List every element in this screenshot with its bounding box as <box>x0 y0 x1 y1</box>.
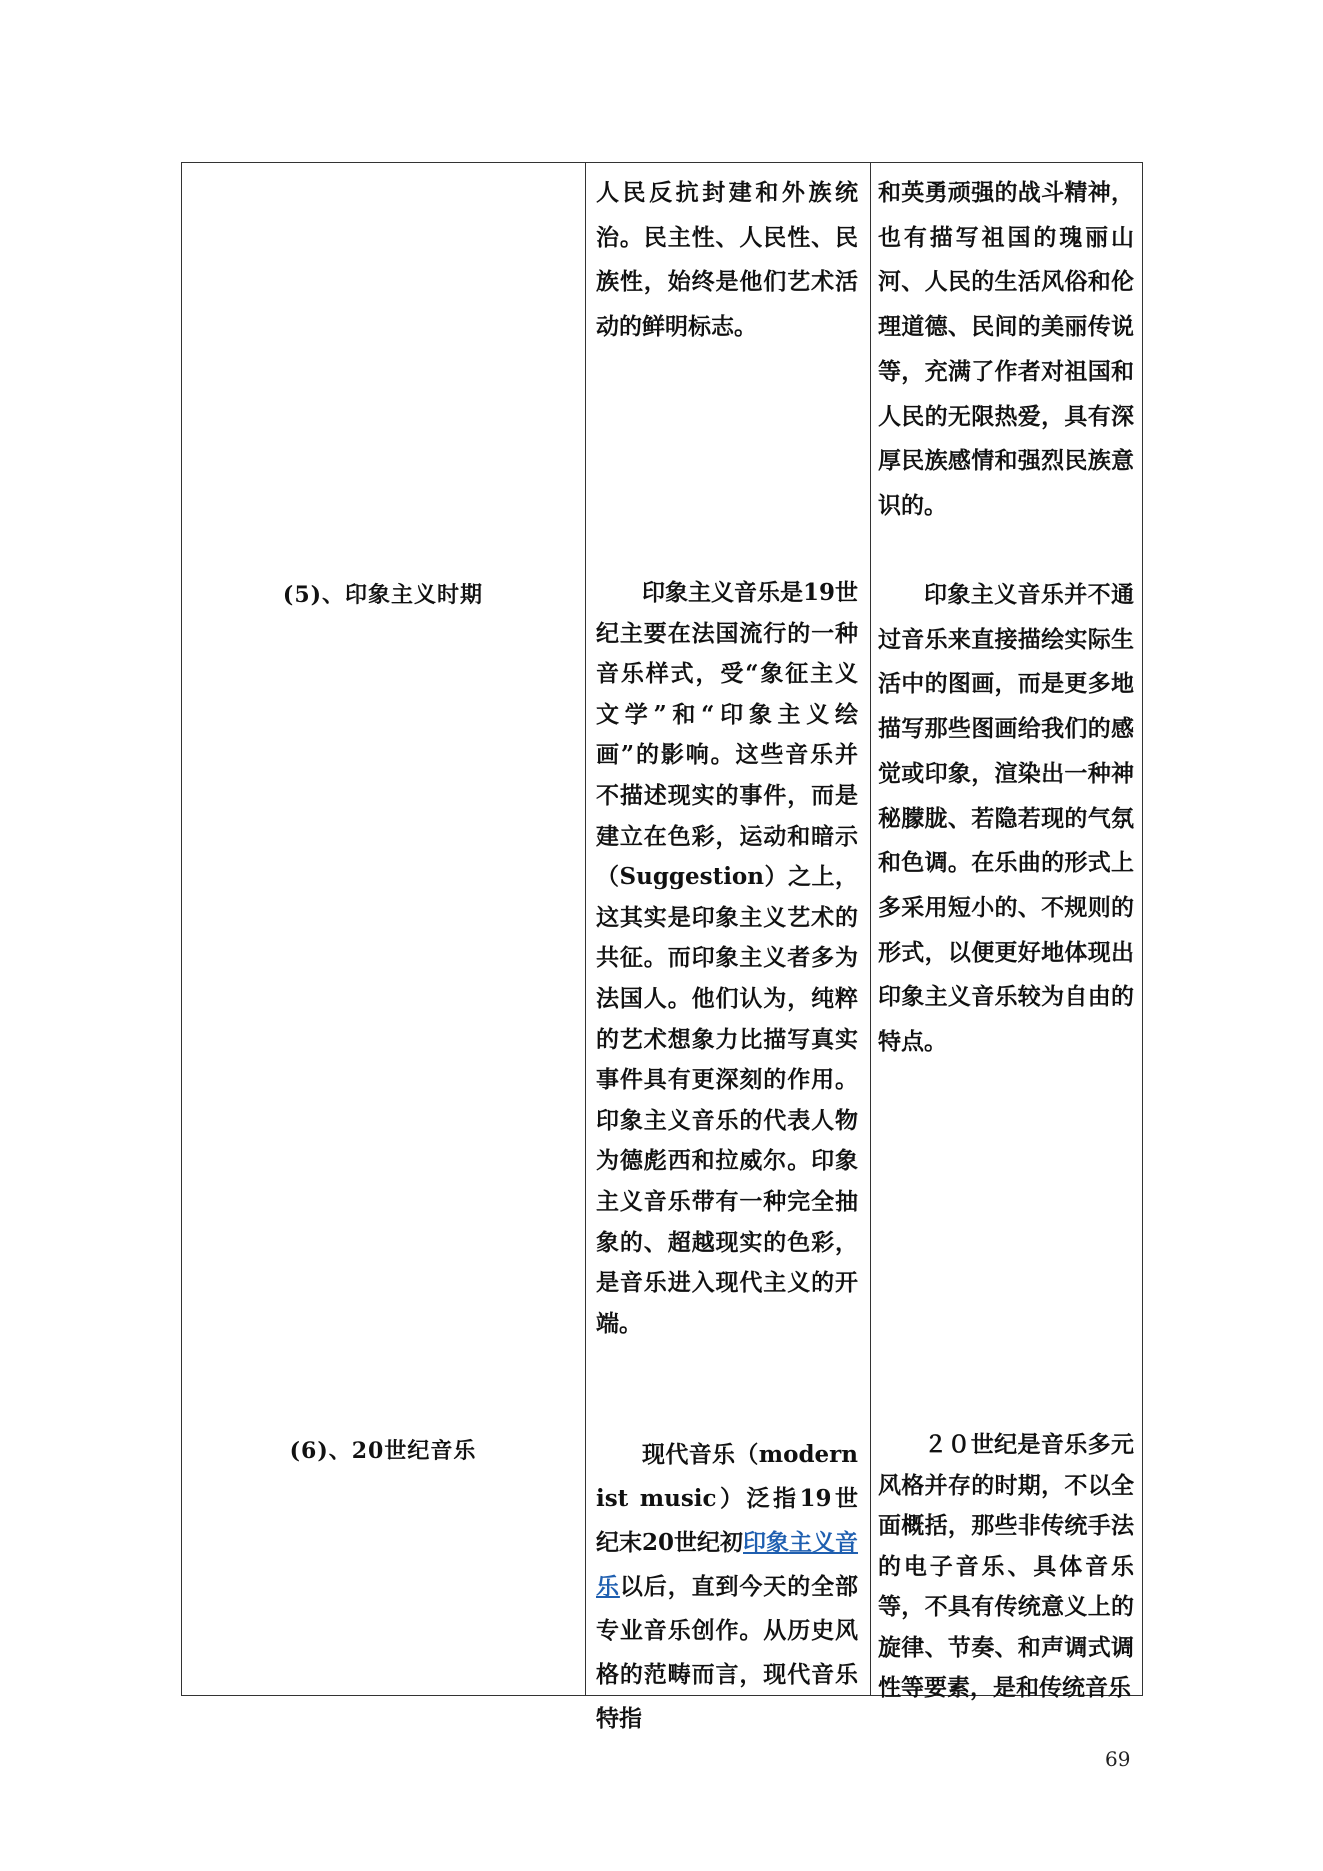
row1-description: 人民反抗封建和外族统治。民主性、人民性、民族性，始终是他们艺术活动的鲜明标志。 <box>596 179 858 341</box>
row3-description <box>596 1433 858 1741</box>
row3-text-after: 以后，直到今天的全部专业音乐创作。从历史风格的范畴而言，现代音乐特指 <box>596 1573 859 1732</box>
period-label-20th-century: (6)、20世纪音乐 <box>289 1438 477 1464</box>
period-label-impressionism: (5)、印象主义时期 <box>282 582 484 608</box>
row2-description: 印象主义音乐是19世纪主要在法国流行的一种音乐样式，受“象征主义文学”和“印象主义绘画”的影响。这些音乐并不描述现实的事件，而是建立在色彩，运动和暗示（Suggestion）之上，这其实是印象主义艺术的共征。而印象主义者多为法国人。他们认为，纯粹的艺术想象力比描写真实事件具有更深刻的作用。印象主义音乐的代表人物为德彪西和拉威尔。印象主义音乐带有一种完全抽象的、超越现实的色彩，是音乐进入现代主义的开端。 <box>596 579 859 1337</box>
column-divider-1 <box>585 163 586 1695</box>
impressionism-music-link[interactable]: 印象主义音乐 <box>596 1529 859 1600</box>
row3-characteristics: ２０世纪是音乐多元风格并存的时期，不以全面概括，那些非传统手法的电子音乐、具体音乐等，不具有传统意义上的旋律、节奏、和声调式调性等要素，是和传统音乐 <box>878 1431 1134 1701</box>
column-divider-2 <box>870 163 871 1695</box>
content-table <box>181 162 1143 1732</box>
row1-characteristics: 和英勇顽强的战斗精神，也有描写祖国的瑰丽山河、人民的生活风俗和伦理道德、民间的美丽传说等，充满了作者对祖国和人民的无限热爱，具有深厚民族感情和强烈民族意识的。 <box>878 179 1134 519</box>
page-number: 69 <box>1105 1747 1131 1771</box>
row2-characteristics: 印象主义音乐并不通过音乐来直接描绘实际生活中的图画，而是更多地描写那些图画给我们的感觉或印象，渲染出一种神秘朦胧、若隐若现的气氛和色调。在乐曲的形式上多采用短小的、不规则的形式，以便更好地体现出印象主义音乐较为自由的特点。 <box>878 581 1134 1056</box>
row3-text-before: 现代音乐（modernist music）泛指19世纪末20世纪初 <box>596 1441 858 1556</box>
